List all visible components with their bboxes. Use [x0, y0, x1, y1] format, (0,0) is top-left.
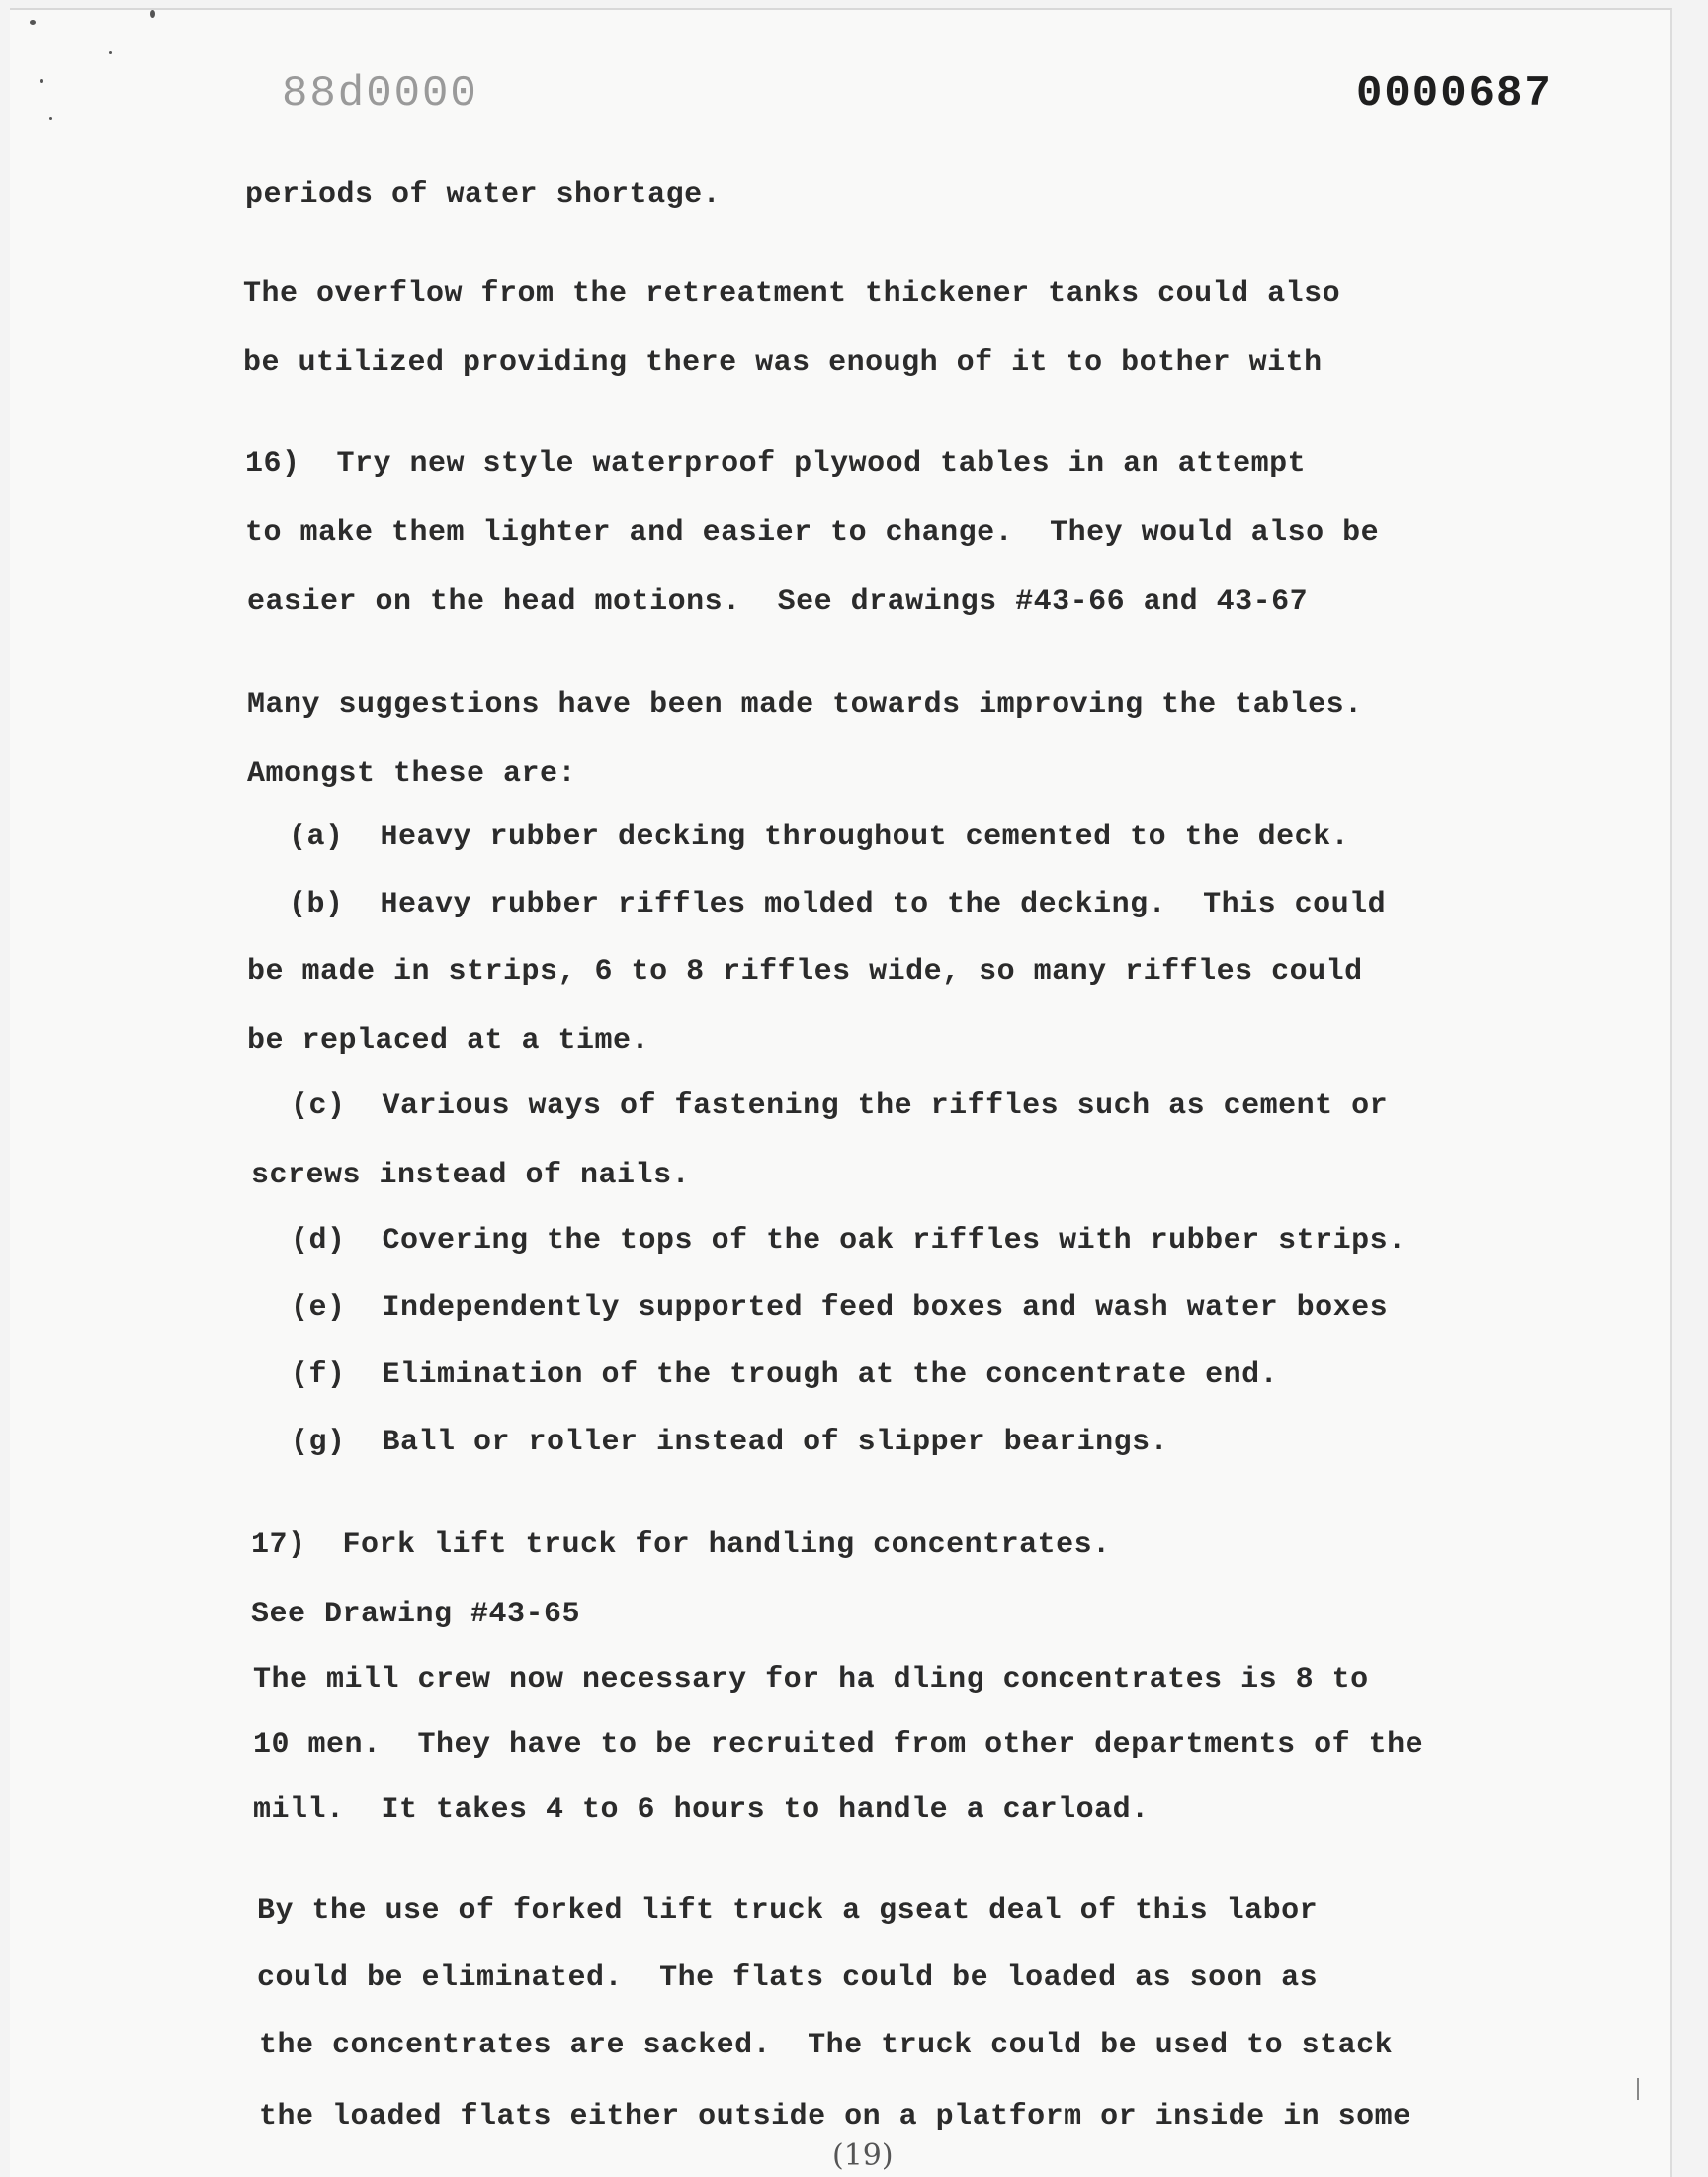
scan-speck [40, 79, 43, 83]
text-line: See Drawing #43-65 [251, 1598, 581, 1631]
text-line: the concentrates are sacked. The truck could be used to stack [259, 2029, 1394, 2062]
text-line: the loaded flats either outside on a platform or inside in some [259, 2100, 1411, 2133]
document-number-faded: 88d0000 [282, 69, 478, 119]
list-item: (d) Covering the tops of the oak riffles with rubber strips. [291, 1224, 1407, 1258]
text-line: The mill crew now necessary for ha dling concentrates is 8 to [253, 1663, 1369, 1697]
text-line: could be eliminated. The flats could be loaded as soon as [257, 1961, 1319, 1995]
text-line: mill. It takes 4 to 6 hours to handle a carload. [253, 1793, 1150, 1827]
list-item: (f) Elimination of the trough at the concentrate end. [291, 1358, 1279, 1392]
list-item: (c) Various ways of fastening the riffles such as cement or [291, 1089, 1389, 1123]
scan-speck [109, 51, 112, 54]
text-line: screws instead of nails. [251, 1159, 691, 1192]
scan-speck [150, 10, 155, 18]
text-line: Many suggestions have been made towards improving the tables. [247, 688, 1363, 722]
text-line: be replaced at a time. [247, 1024, 650, 1058]
text-line: to make them lighter and easier to change. They would also be [245, 516, 1380, 550]
text-line: Amongst these are: [247, 757, 577, 791]
text-line: be made in strips, 6 to 8 riffles wide, so many riffles could [247, 955, 1363, 989]
margin-mark [1637, 2078, 1639, 2100]
text-line: 17) Fork lift truck for handling concentrates. [251, 1528, 1111, 1562]
list-item: (e) Independently supported feed boxes and wash water boxes [291, 1291, 1389, 1325]
document-number: 0000687 [1356, 69, 1553, 119]
text-line: easier on the head motions. See drawings #43-66 and 43-67 [247, 585, 1309, 619]
text-line: By the use of forked lift truck a gseat deal of this labor [257, 1894, 1319, 1928]
scan-speck [49, 117, 52, 120]
list-item: (b) Heavy rubber riffles molded to the decking. This could [289, 888, 1387, 921]
list-item: (a) Heavy rubber decking throughout cemented to the deck. [289, 821, 1350, 854]
text-line: 16) Try new style waterproof plywood tables in an attempt [245, 447, 1307, 480]
text-line: periods of water shortage. [245, 178, 722, 212]
text-line: be utilized providing there was enough of it to bother with [243, 346, 1323, 380]
list-item: (g) Ball or roller instead of slipper bearings. [291, 1426, 1169, 1459]
page-number: (19) [832, 2138, 894, 2173]
scan-speck [30, 20, 36, 25]
text-line: 10 men. They have to be recruited from other departments of the [253, 1728, 1424, 1762]
text-line: The overflow from the retreatment thickener tanks could also [243, 277, 1341, 310]
